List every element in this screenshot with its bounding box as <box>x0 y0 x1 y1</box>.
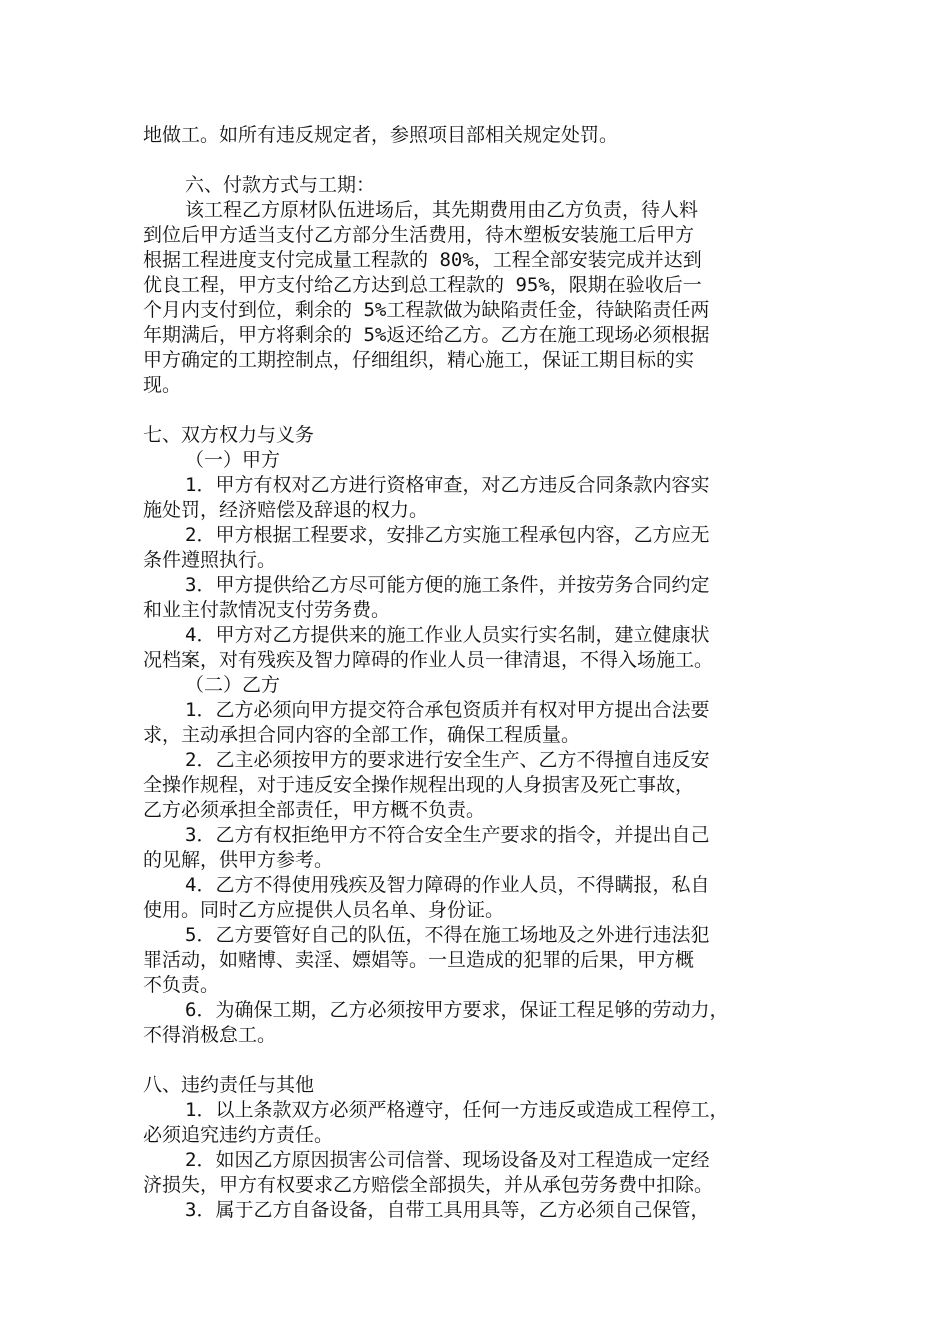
text-line: 甲方确定的工期控制点，仔细组织，精心施工，保证工期目标的实 <box>143 349 695 371</box>
text-line: 优良工程，甲方支付给乙方达到总工程款的 95%，限期在验收后一 <box>143 274 702 296</box>
text-line: 该工程乙方原材队伍进场后，其先期费用由乙方负责，待人料 <box>185 199 699 221</box>
text-line: 不得消极怠工。 <box>143 1024 277 1046</box>
text-line: 1．乙方必须向甲方提交符合承包资质并有权对甲方提出合法要 <box>185 699 710 721</box>
text-line: 地做工。如所有违反规定者，参照项目部相关规定处罚。 <box>143 124 619 146</box>
text-line: 况档案，对有残疾及智力障碍的作业人员一律清退，不得入场施工。 <box>143 649 714 671</box>
text-line: 5．乙方要管好自己的队伍，不得在施工场地及之外进行违法犯 <box>185 924 710 946</box>
text-line: 4．乙方不得使用残疾及智力障碍的作业人员，不得瞒报，私自 <box>185 874 710 896</box>
text-line: 1．甲方有权对乙方进行资格审查，对乙方违反合同条款内容实 <box>185 474 710 496</box>
text-line: 个月内支付到位，剩余的 5%工程款做为缺陷责任金，待缺陷责任两 <box>143 299 710 321</box>
text-line: 2．甲方根据工程要求，安排乙方实施工程承包内容，乙方应无 <box>185 524 710 546</box>
text-line: 3．甲方提供给乙方尽可能方便的施工条件，并按劳务合同约定 <box>185 574 710 596</box>
text-line: 年期满后，甲方将剩余的 5%返还给乙方。乙方在施工现场必须根据 <box>143 324 710 346</box>
text-line: 不负责。 <box>143 974 220 996</box>
text-line: 条件遵照执行。 <box>143 549 277 571</box>
text-line: （二）乙方 <box>185 674 281 696</box>
paragraph-gap <box>143 148 823 173</box>
paragraph-gap <box>143 398 823 423</box>
text-line: 济损失，甲方有权要求乙方赔偿全部损失，并从承包劳务费中扣除。 <box>143 1174 714 1196</box>
text-line: 八、违约责任与其他 <box>143 1074 315 1096</box>
text-line: 求，主动承担合同内容的全部工作，确保工程质量。 <box>143 724 581 746</box>
text-line: 1．以上条款双方必须严格遵守，任何一方违反或造成工程停工， <box>185 1099 729 1121</box>
text-line: 到位后甲方适当支付乙方部分生活费用，待木塑板安装施工后甲方 <box>143 224 695 246</box>
text-line: 六、付款方式与工期： <box>185 174 376 196</box>
text-line: 和业主付款情况支付劳务费。 <box>143 599 391 621</box>
paragraph-gap <box>143 1048 823 1073</box>
text-line: 现。 <box>143 374 182 396</box>
text-line: 七、双方权力与义务 <box>143 424 315 446</box>
text-line: 的见解，供甲方参考。 <box>143 849 334 871</box>
text-line: 3．属于乙方自备设备，自带工具用具等，乙方必须自己保管， <box>185 1199 710 1221</box>
text-line: 使用。同时乙方应提供人员名单、身份证。 <box>143 899 505 921</box>
text-line: 罪活动，如赌博、卖淫、嫖娼等。一旦造成的犯罪的后果，甲方概 <box>143 949 695 971</box>
text-line: 全操作规程，对于违反安全操作规程出现的人身损害及死亡事故， <box>143 774 695 796</box>
text-line: 2．如因乙方原因损害公司信誉、现场设备及对工程造成一定经 <box>185 1149 710 1171</box>
document-body <box>143 123 823 1223</box>
text-line: 6．为确保工期，乙方必须按甲方要求，保证工程足够的劳动力， <box>185 999 729 1021</box>
text-line: 4．甲方对乙方提供来的施工作业人员实行实名制，建立健康状 <box>185 624 710 646</box>
text-line: 根据工程进度支付完成量工程款的 80%，工程全部安装完成并达到 <box>143 249 702 271</box>
text-line: 施处罚，经济赔偿及辞退的权力。 <box>143 499 429 521</box>
text-line: 3．乙方有权拒绝甲方不符合安全生产要求的指令，并提出自己 <box>185 824 710 846</box>
text-line: 2．乙主必须按甲方的要求进行安全生产、乙方不得擅自违反安 <box>185 749 710 771</box>
text-line: （一）甲方 <box>185 449 281 471</box>
text-line: 必须追究违约方责任。 <box>143 1124 334 1146</box>
text-line: 乙方必须承担全部责任，甲方概不负责。 <box>143 799 486 821</box>
